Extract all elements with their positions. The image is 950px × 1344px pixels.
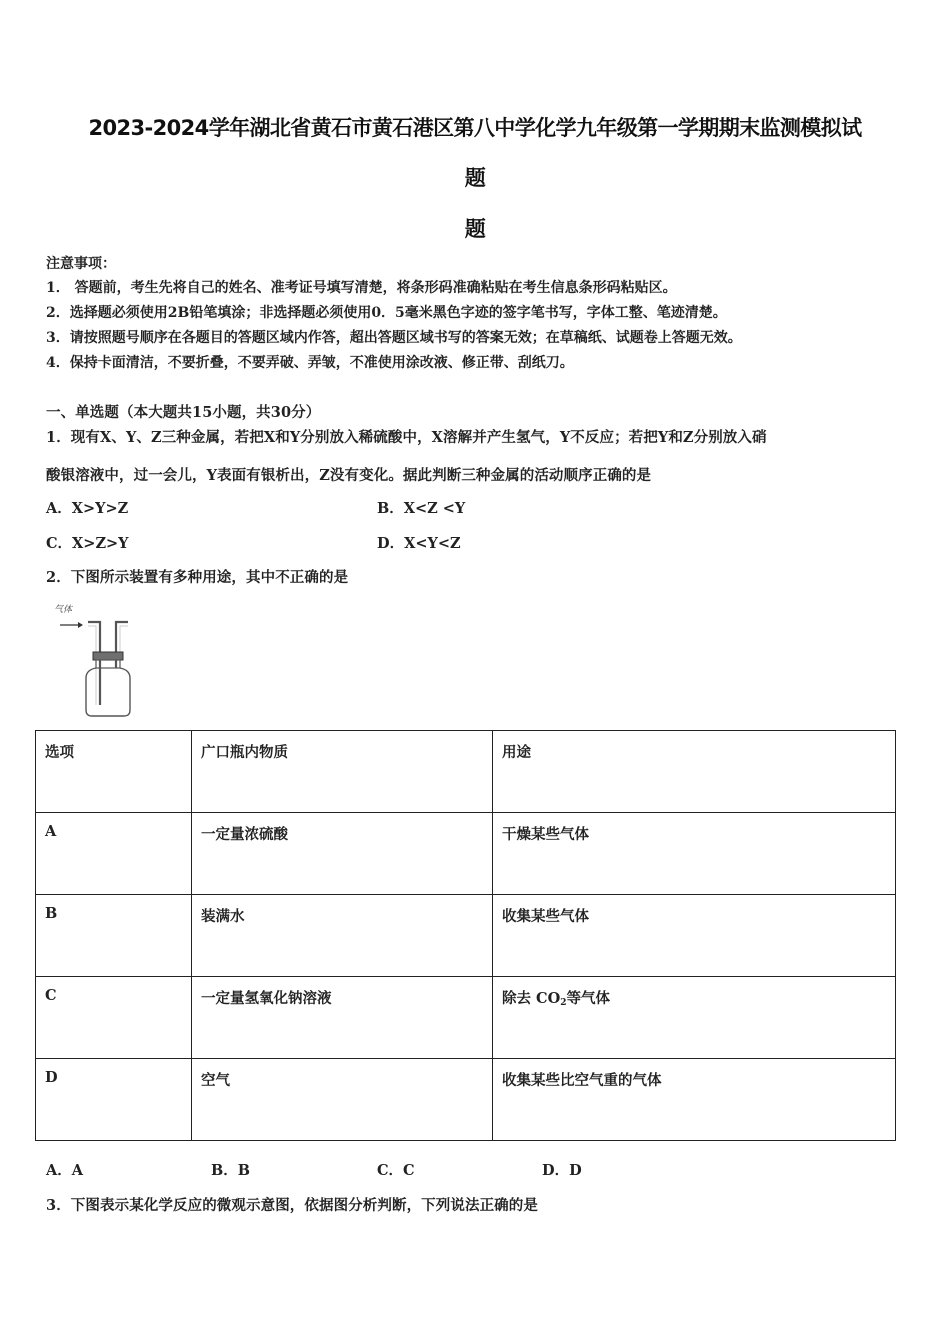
notice-item-3: 3．请按照题号顺序在各题目的答题区域内作答，超出答题区域书写的答案无效；在草稿纸、试题卷上答题无效。 [46,330,742,346]
table-cell-use: 干燥某些气体 [493,813,896,895]
notice-heading: 注意事项： [46,256,116,272]
question-1-option-c: C．X>Z>Y [46,535,129,552]
table-cell-use [493,977,896,1059]
table-row [36,977,896,1059]
bottle-icon [48,600,138,720]
table-row [36,895,896,977]
question-3-stem: 3．下图表示某化学反应的微观示意图，依据图分析判断，下列说法正确的是 [46,1197,538,1214]
table-cell-substance: 装满水 [192,895,493,977]
document-title-line-2: 题 [464,166,486,190]
question-1-stem-line-2: 酸银溶液中，过一会儿，Y表面有银析出，Z没有变化。据此判断三种金属的活动顺序正确的是 [46,467,652,484]
subscript-2: 2 [560,998,567,1008]
question-2-option-b: B．B [211,1162,251,1179]
question-2-option-a: A．A [46,1162,84,1179]
notice-item-1: 1． 答题前，考生先将自己的姓名、准考证号填写清楚，将条形码准确粘贴在考生信息条形码粘贴区。 [46,280,677,296]
document-title-line-3: 题 [464,217,486,241]
use-text-prefix: 除去 CO [502,990,561,1007]
table-cell-use: 收集某些气体 [493,895,896,977]
question-1-stem-line-1: 1．现有X、Y、Z三种金属，若把X和Y分别放入稀硫酸中，X溶解并产生氢气，Y不反应；若把Y和Z分别放入硝 [46,429,767,446]
table-row [36,1059,896,1141]
notice-item-4: 4．保持卡面清洁，不要折叠，不要弄破、弄皱，不准使用涂改液、修正带、刮纸刀。 [46,355,574,371]
table-header-row [36,731,896,813]
question-1-option-a: A．X>Y>Z [46,500,129,517]
table-cell-option: C [36,977,192,1059]
question-2-stem: 2．下图所示装置有多种用途，其中不正确的是 [46,569,349,586]
table-cell-option: A [36,813,192,895]
use-text-suffix: 等气体 [566,990,610,1007]
table-cell-use: 收集某些比空气重的气体 [493,1059,896,1141]
question-2-option-d: D．D [542,1162,582,1179]
table-header-cell: 选项 [36,731,192,813]
table-cell-option: B [36,895,192,977]
table-cell-substance: 一定量氢氧化钠溶液 [192,977,493,1059]
table-row [36,813,896,895]
notice-item-2: 2．选择题必须使用2B铅笔填涂；非选择题必须使用0．5毫米黑色字迹的签字笔书写，字体工整、笔迹清楚。 [46,305,727,321]
question-1-option-d: D．X<Y<Z [377,535,461,552]
question-1-option-b: B．X<Z <Y [377,500,466,517]
table-header-cell: 用途 [493,731,896,813]
table-header-cell: 广口瓶内物质 [192,731,493,813]
figure-gas-label: 气体 [54,605,73,615]
table-cell-substance: 一定量浓硫酸 [192,813,493,895]
question-2-table [35,730,896,1141]
question-2-option-c: C．C [377,1162,415,1179]
table-cell-option: D [36,1059,192,1141]
section-heading: 一、单选题（本大题共15小题，共30分） [46,404,321,421]
document-title-line-1: 2023-2024学年湖北省黄石市黄石港区第八中学化学九年级第一学期期末监测模拟试 [88,116,862,140]
gas-washing-bottle-figure [48,600,138,720]
table-cell-substance: 空气 [192,1059,493,1141]
